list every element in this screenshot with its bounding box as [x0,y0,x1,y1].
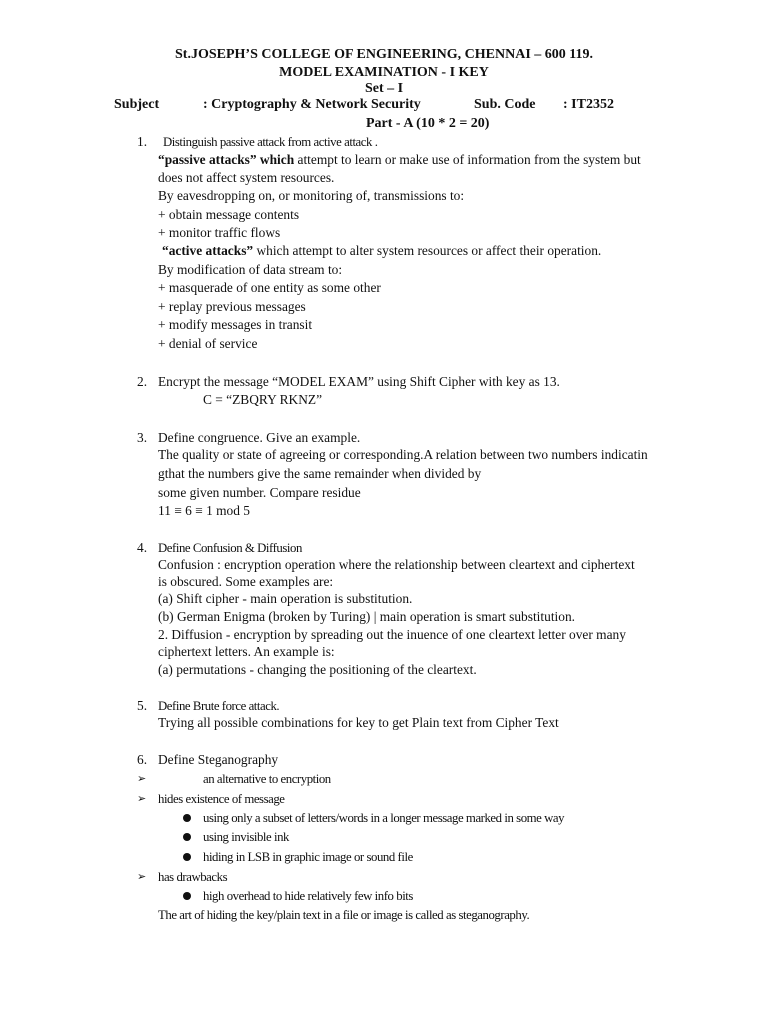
college-title: St.JOSEPH’S COLLEGE OF ENGINEERING, CHENNAI – 600 119. [175,47,593,62]
q4-line: Confusion : encryption operation where the relationship between cleartext and ciphertext [158,557,635,572]
q4-line: ciphertext letters. An example is: [158,644,335,659]
q6-point: has drawbacks [158,870,228,884]
arrow-bullet-icon: ➢ [137,772,147,785]
q6-point: hides existence of message [158,792,285,806]
bullet-dot-icon [183,814,191,822]
q5-number: 5. [137,698,148,713]
q4-line: 2. Diffusion - encryption by spreading out the inuence of one cleartext letter over many [158,627,626,642]
q4-number: 4. [137,540,148,555]
active-attacks-definition: which attempt to alter system resources or affect their operation. [253,243,602,258]
q2-question: Encrypt the message “MODEL EXAM” using Shift Cipher with key as 13. [158,374,560,389]
arrow-bullet-icon: ➢ [137,870,147,883]
bullet-dot-icon [183,892,191,900]
q1-active-item: + masquerade of one entity as some other [158,280,381,295]
q3-example: 11 ≡ 6 ≡ 1 mod 5 [158,503,250,518]
q4-line: (b) German Enigma (broken by Turing) | main operation is smart substitution. [158,609,575,624]
q6-subpoint: using invisible ink [203,830,290,844]
q5-question: Define Brute force attack. [158,699,280,713]
bullet-dot-icon [183,833,191,841]
q6-question: Define Steganography [158,752,279,767]
q6-subpoint: hiding in LSB in graphic image or sound file [203,850,413,864]
q3-answer-line: gthat the numbers give the same remainder when divided by [158,466,482,481]
arrow-bullet-icon: ➢ [137,792,147,805]
passive-attacks-term: “passive attacks” which [158,152,295,167]
q4-line: is obscured. Some examples are: [158,574,334,589]
q2-number: 2. [137,374,148,389]
q3-answer-line: The quality or state of agreeing or corresponding.A relation between two numbers indicatin [158,447,648,462]
q2-answer: C = “ZBQRY RKNZ” [203,392,323,407]
sub-code-value: : IT2352 [563,97,614,112]
subject-label: Subject [114,97,160,112]
active-attacks-term: “active attacks” [162,243,254,258]
passive-attacks-definition: attempt to learn or make use of information from the system but [294,152,641,167]
q1-active-item: + modify messages in transit [158,317,313,332]
q4-line: (a) permutations - changing the positioning of the cleartext. [158,662,477,677]
q6-number: 6. [137,752,148,767]
q1-passive-intro: By eavesdropping on, or monitoring of, transmissions to: [158,188,465,203]
q3-question: Define congruence. Give an example. [158,430,361,445]
q5-answer: Trying all possible combinations for key to get Plain text from Cipher Text [158,715,559,730]
q6-subpoint: using only a subset of letters/words in a longer message marked in some way [203,811,565,825]
q1-active-line [162,243,601,259]
q1-number: 1. [137,134,148,149]
q1-passive-cont: does not affect system resources. [158,170,335,185]
q3-answer-line: some given number. Compare residue [158,485,361,500]
set-label: Set – I [364,81,404,96]
q6-point: an alternative to encryption [203,772,331,786]
q1-active-item: + denial of service [158,336,258,351]
part-heading: Part - A (10 * 2 = 20) [366,116,490,131]
q4-question: Define Confusion & Diffusion [158,541,302,555]
subject-value: : Cryptography & Network Security [203,97,421,112]
q1-active-item: + replay previous messages [158,299,306,314]
q4-line: (a) Shift cipher - main operation is substitution. [158,591,413,606]
sub-code-label: Sub. Code [474,97,536,112]
q1-passive-item: + obtain message contents [158,207,300,222]
bullet-dot-icon [183,853,191,861]
q1-active-intro: By modification of data stream to: [158,262,343,277]
q1-passive-item: + monitor traffic flows [158,225,281,240]
q6-summary: The art of hiding the key/plain text in a file or image is called as steganography. [158,908,530,922]
q6-subpoint: high overhead to hide relatively few info bits [203,889,413,903]
q1-passive-line [158,152,641,168]
q1-question: Distinguish passive attack from active attack . [163,135,378,149]
exam-title: MODEL EXAMINATION - I KEY [279,65,489,80]
q3-number: 3. [137,430,148,445]
